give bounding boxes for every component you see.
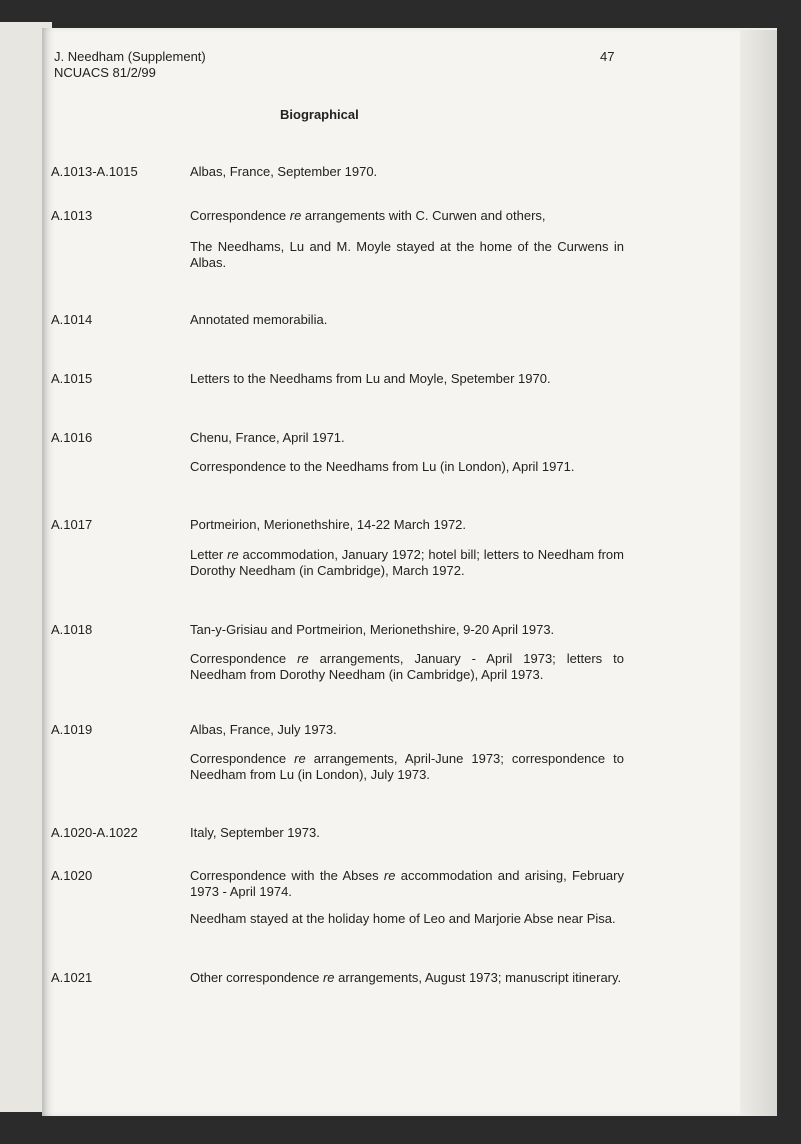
entry-note (190, 547, 624, 579)
entry-ref: A.1018 (51, 622, 93, 637)
entry-desc: Annotated memorabilia. (190, 312, 328, 327)
entry-desc: Chenu, France, April 1971. (190, 430, 345, 445)
desc-text: arrangements, January - April 1973; letters to Needham from Dorothy Needham (in Cambridge), April 1973. (190, 651, 625, 682)
entry-ref: A.1014 (51, 312, 93, 327)
desc-emphasis: re (294, 751, 306, 766)
entry-desc (190, 208, 624, 224)
entry-desc: Albas, France, September 1970. (190, 164, 378, 179)
entry-note: Correspondence to the Needhams from Lu (in London), April 1971. (190, 459, 575, 474)
desc-text: accommodation, January 1972; hotel bill; letters to Needham from Dorothy Needham (in Cambridge), March 1972. (190, 547, 624, 578)
entry-desc: Portmeirion, Merionethshire, 14-22 March 1972. (190, 517, 467, 532)
desc-emphasis: re (383, 868, 396, 883)
desc-text: Correspondence with the Abses (190, 868, 384, 883)
entry-note (190, 751, 624, 783)
header-catalogue-ref: NCUACS 81/2/99 (54, 65, 156, 80)
entry-ref: A.1013 (51, 208, 93, 223)
entry-ref: A.1016 (51, 430, 93, 445)
desc-emphasis: re (322, 970, 335, 985)
desc-text: arrangements with C. Curwen and others, (301, 208, 546, 223)
entry-note (190, 651, 624, 683)
page-stack-edge (740, 30, 777, 1116)
entry-ref: A.1019 (51, 722, 93, 737)
entry-desc: Albas, France, July 1973. (190, 722, 337, 737)
entry-ref: A.1015 (51, 371, 93, 386)
entry-desc (190, 970, 624, 986)
desc-emphasis: re (227, 547, 239, 562)
entry-note: The Needhams, Lu and M. Moyle stayed at the home of the Curwens in Albas. (190, 239, 624, 270)
desc-text: Correspondence (190, 651, 298, 666)
section-title: Biographical (280, 107, 359, 122)
desc-text: arrangements, April-June 1973; correspondence to Needham from Lu (in London), July 1973. (190, 751, 624, 782)
entry-desc: Letters to the Needhams from Lu and Moyle, Spetember 1970. (190, 371, 551, 386)
entry-ref: A.1021 (51, 970, 93, 985)
document-header (54, 49, 206, 81)
desc-text: arrangements, August 1973; manuscript itinerary. (334, 970, 622, 985)
entry-ref: A.1017 (51, 517, 93, 532)
desc-emphasis: re (297, 651, 309, 666)
desc-text: Letter (190, 547, 228, 562)
page-number: 47 (600, 49, 615, 64)
desc-text: Correspondence (190, 208, 290, 223)
entry-desc: Tan-y-Grisiau and Portmeirion, Merionethshire, 9-20 April 1973. (190, 622, 555, 637)
entry-ref: A.1013-A.1015 (51, 164, 138, 179)
entry-ref: A.1020-A.1022 (51, 825, 138, 840)
header-collection: J. Needham (Supplement) (54, 49, 206, 64)
desc-text: accommodation and arising, February 1973 - April 1974. (190, 868, 624, 899)
entry-ref: A.1020 (51, 868, 93, 883)
entry-desc: Italy, September 1973. (190, 825, 320, 840)
entry-desc (190, 868, 624, 900)
entry-note: Needham stayed at the holiday home of Leo and Marjorie Abse near Pisa. (190, 911, 616, 926)
desc-emphasis: re (289, 208, 302, 223)
desc-text: Correspondence (190, 751, 295, 766)
desc-text: Other correspondence (190, 970, 323, 985)
